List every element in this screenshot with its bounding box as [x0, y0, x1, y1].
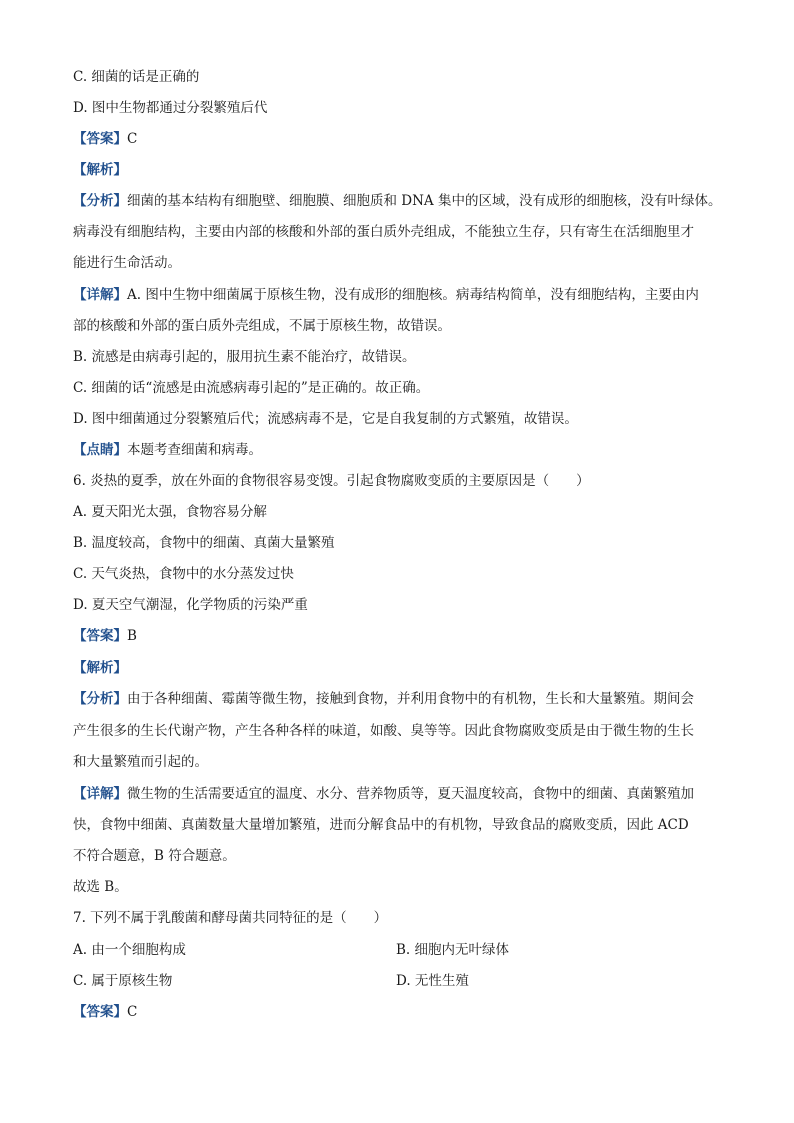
q7-option-b: B. 细胞内无叶绿体	[396, 942, 510, 958]
q6-option-c: C. 天气炎热，食物中的水分蒸发过快	[73, 566, 294, 582]
q6-fenxi-line1	[73, 691, 694, 707]
q7-option-a: A. 由一个细胞构成	[73, 942, 186, 958]
q5-fenxi-line1	[73, 193, 721, 209]
q5-fenxi-line2: 病毒没有细胞结构，主要由内部的核酸和外部的蛋白质外壳组成，不能独立生存，只有寄生在活细胞里才	[73, 224, 694, 240]
answer-value: B	[127, 628, 137, 644]
q7-stem: 7. 下列不属于乳酸菌和酵母菌共同特征的是（ ）	[73, 910, 388, 926]
xiangjie-label: 【详解】	[73, 786, 127, 802]
q6-xiangjie-line1	[73, 786, 694, 802]
fenxi-text: 由于各种细菌、霉菌等微生物，接触到食物，并利用食物中的有机物，生长和大量繁殖。期间会	[127, 691, 694, 707]
q7-answer	[73, 1004, 137, 1020]
q5-fenxi-line3: 能进行生命活动。	[73, 255, 181, 271]
answer-value: C	[127, 1004, 138, 1020]
q7-option-d: D. 无性生殖	[396, 973, 469, 989]
q5-xiangjie-c: C. 细菌的话“流感是由流感病毒引起的”是正确的。故正确。	[73, 380, 430, 396]
q6-xiangjie-line3: 不符合题意，B 符合题意。	[73, 848, 236, 864]
q6-stem: 6. 炎热的夏季，放在外面的食物很容易变馊。引起食物腐败变质的主要原因是（ ）	[73, 473, 590, 489]
q6-xiangjie-line2: 快，食物中细菌、真菌数量大量增加繁殖，进而分解食品中的有机物，导致食品的腐败变质，因此 ACD	[73, 817, 689, 833]
analysis-label: 【解析】	[73, 162, 127, 178]
xiangjie-text: A. 图中生物中细菌属于原核生物，没有成形的细胞核。病毒结构简单，没有细胞结构，主要由内	[127, 287, 699, 303]
answer-label: 【答案】	[73, 628, 127, 644]
q6-option-a: A. 夏天阳光太强，食物容易分解	[73, 504, 267, 520]
dianjing-text: 本题考查细菌和病毒。	[127, 442, 262, 458]
q6-conclusion: 故选 B。	[73, 879, 128, 895]
q6-option-b: B. 温度较高，食物中的细菌、真菌大量繁殖	[73, 535, 335, 551]
q6-fenxi-line2: 产生很多的生长代谢产物，产生各种各样的味道，如酸、臭等等。因此食物腐败变质是由于微生物的生长	[73, 723, 694, 739]
analysis-label: 【解析】	[73, 660, 127, 676]
q6-fenxi-line3: 和大量繁殖而引起的。	[73, 754, 208, 770]
answer-value: C	[127, 131, 138, 147]
dianjing-label: 【点睛】	[73, 442, 127, 458]
xiangjie-label: 【详解】	[73, 287, 127, 303]
q5-dianjing	[73, 442, 262, 458]
fenxi-label: 【分析】	[73, 193, 127, 209]
q5-xiangjie-d: D. 图中细菌通过分裂繁殖后代；流感病毒不是，它是自我复制的方式繁殖，故错误。	[73, 411, 578, 427]
q5-xiangjie-b: B. 流感是由病毒引起的，服用抗生素不能治疗，故错误。	[73, 349, 416, 365]
q6-answer	[73, 628, 137, 644]
q5-analysis-label	[73, 162, 127, 178]
q5-option-c: C. 细菌的话是正确的	[73, 69, 200, 85]
q6-option-d: D. 夏天空气潮湿，化学物质的污染严重	[73, 597, 308, 613]
q5-answer	[73, 131, 137, 147]
q7-option-c: C. 属于原核生物	[73, 973, 173, 989]
q5-xiangjie-line1	[73, 287, 699, 303]
fenxi-text: 细菌的基本结构有细胞壁、细胞膜、细胞质和 DNA 集中的区域，没有成形的细胞核，没有叶绿体。	[127, 193, 722, 209]
xiangjie-text: 微生物的生活需要适宜的温度、水分、营养物质等，夏天温度较高，食物中的细菌、真菌繁殖加	[127, 786, 694, 802]
q5-xiangjie-line2: 部的核酸和外部的蛋白质外壳组成，不属于原核生物，故错误。	[73, 318, 451, 334]
answer-label: 【答案】	[73, 131, 127, 147]
q6-analysis-label	[73, 660, 127, 676]
q5-option-d: D. 图中生物都通过分裂繁殖后代	[73, 100, 268, 116]
fenxi-label: 【分析】	[73, 691, 127, 707]
answer-label: 【答案】	[73, 1004, 127, 1020]
